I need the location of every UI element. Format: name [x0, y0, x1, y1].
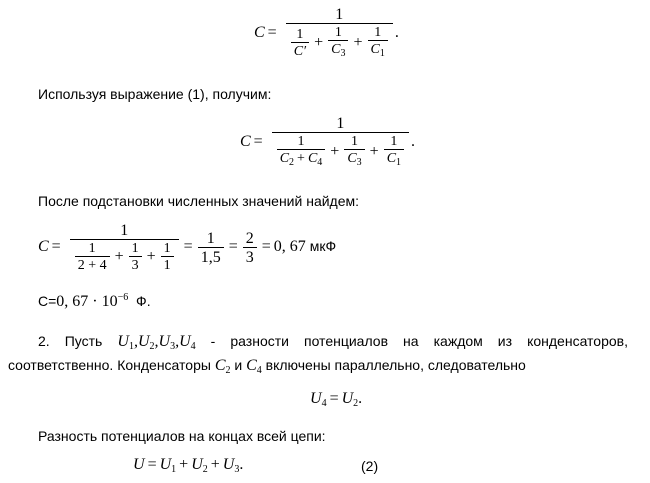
equation-label-2: (2) [361, 458, 379, 474]
formula-4: $U_4 = U_2$. [310, 390, 363, 409]
paragraph-2-line-1: 2. Пусть $U_1,U_2,U_3,U_4$ - разности потенциалов на каждом из конденсаторов, [38, 333, 628, 352]
paragraph-2-line-2: соответственно. Конденсаторы $C_2$ и $C_4$ включены параллельно, следовательно [8, 357, 526, 376]
formula-2: C = 1 $\frac{1}{C_2 + C_4}$ + $\frac{1}{C_3}$ + $\frac{1}{C_1}$ . [240, 115, 416, 168]
formula-5: $U = U_1 + U_2 + U_3$. [133, 456, 244, 475]
formula-1: C = 1 $\frac{1}{C'}$ + $\frac{1}{C_3}$ + $\frac{1}{C_1}$ . [254, 6, 399, 59]
text-after-substitution: После подстановки численных значений найдем: [38, 193, 360, 209]
result-line: C=0, $67 \cdot 10^{-6}$ Ф. [38, 292, 151, 310]
text-potential-difference: Разность потенциалов на концах всей цепи: [38, 428, 326, 444]
text-using-expression: Используя выражение (1), получим: [38, 86, 272, 102]
formula-3: C = 1 $\frac{1}{2 + 4}$ + $\frac{1}{3}$ + $\frac{1}{1}$ = $\frac{1}{1,5}$ = $\frac{2}{3}$ = 0, 67 мкФ [38, 222, 337, 273]
